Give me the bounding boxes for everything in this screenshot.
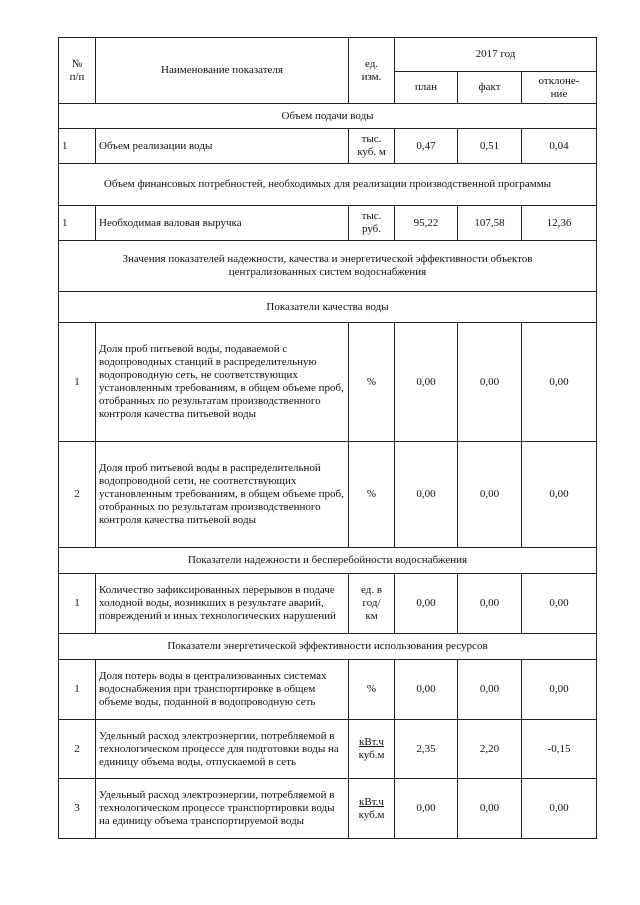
row-fact: 0,00 xyxy=(458,574,522,634)
unit-denominator: куб.м xyxy=(358,808,385,821)
table-row xyxy=(59,720,597,779)
row-plan: 0,00 xyxy=(395,323,458,442)
row-name: Доля проб питьевой воды в распределительной водопроводной сети, не соответствующих установленным требованиям, в общем объеме проб, отобранных по результатам производственного контроля качества питьевой воды xyxy=(96,442,349,548)
row-name: Необходимая валовая выручка xyxy=(96,206,349,241)
row-name: Количество зафиксированных перерывов в подаче холодной воды, возникших в результате аварий, повреждений и иных технологических нарушений xyxy=(96,574,349,634)
row-unit: % xyxy=(349,442,395,548)
row-num: 2 xyxy=(59,720,96,779)
row-name: Доля потерь воды в централизованных системах водоснабжения при транспортировке в общем объеме воды, поданной в водопроводную сеть xyxy=(96,660,349,720)
table-row xyxy=(59,129,597,164)
row-unit: тыс. куб. м xyxy=(349,129,395,164)
row-plan: 0,00 xyxy=(395,574,458,634)
section-energy-efficiency: Показатели энергетической эффективности использования ресурсов xyxy=(59,634,597,660)
indicators-table xyxy=(58,37,597,839)
table-row xyxy=(59,206,597,241)
section-reliability-values: Значения показателей надежности, качества и энергетической эффективности объектов централизованных систем водоснабжения xyxy=(59,241,597,292)
row-name: Удельный расход электроэнергии, потребляемой в технологическом процессе для подготовки воды на единицу объема воды, отпускаемой в сеть xyxy=(96,720,349,779)
row-deviation: 0,00 xyxy=(522,660,597,720)
section-water-quality: Показатели качества воды xyxy=(59,292,597,323)
row-unit: ед. в год/ км xyxy=(349,574,395,634)
row-plan: 2,35 xyxy=(395,720,458,779)
row-num: 1 xyxy=(59,206,96,241)
table-row xyxy=(59,323,597,442)
unit-denominator: куб.м xyxy=(358,749,385,761)
row-unit xyxy=(349,720,395,779)
table-row xyxy=(59,779,597,839)
row-deviation: 0,00 xyxy=(522,323,597,442)
row-num: 1 xyxy=(59,574,96,634)
row-unit: % xyxy=(349,323,395,442)
row-fact: 0,00 xyxy=(458,442,522,548)
unit-numerator: кВт.ч xyxy=(359,736,384,748)
header-plan: план xyxy=(395,72,458,104)
header-year: 2017 год xyxy=(395,38,597,72)
row-name: Объем реализации воды xyxy=(96,129,349,164)
row-deviation: -0,15 xyxy=(522,720,597,779)
row-fact: 0,00 xyxy=(458,323,522,442)
row-plan: 0,47 xyxy=(395,129,458,164)
section-financial-needs: Объем финансовых потребностей, необходимых для реализации производственной программы xyxy=(59,164,597,206)
row-fact: 0,00 xyxy=(458,779,522,839)
unit-numerator: кВт.ч xyxy=(359,795,384,808)
row-unit: тыс. руб. xyxy=(349,206,395,241)
header-name: Наименование показателя xyxy=(96,38,349,104)
row-deviation: 0,00 xyxy=(522,574,597,634)
row-deviation: 12,36 xyxy=(522,206,597,241)
row-num: 1 xyxy=(59,323,96,442)
row-fact: 107,58 xyxy=(458,206,522,241)
table-row xyxy=(59,660,597,720)
row-plan: 0,00 xyxy=(395,660,458,720)
row-num: 3 xyxy=(59,779,96,839)
row-name: Удельный расход электроэнергии, потребляемой в технологическом процессе транспортировки воды на единицу объема транспортируемой воды xyxy=(96,779,349,839)
row-unit: % xyxy=(349,660,395,720)
row-deviation: 0,00 xyxy=(522,442,597,548)
header-fact: факт xyxy=(458,72,522,104)
row-num: 1 xyxy=(59,129,96,164)
table-row xyxy=(59,574,597,634)
row-unit xyxy=(349,779,395,839)
row-plan: 95,22 xyxy=(395,206,458,241)
row-fact: 0,00 xyxy=(458,660,522,720)
section-water-supply: Объем подачи воды xyxy=(59,104,597,129)
row-deviation: 0,00 xyxy=(522,779,597,839)
header-num: № п/п xyxy=(59,38,96,104)
row-num: 1 xyxy=(59,660,96,720)
row-plan: 0,00 xyxy=(395,779,458,839)
row-name: Доля проб питьевой воды, подаваемой с водопроводных станций в распределительную водопроводную сеть, не соответствующих установленным требованиям, в общем объеме проб, отобранных по результатам производственного контроля качества питьевой воды xyxy=(96,323,349,442)
header-deviation: отклоне- ние xyxy=(522,72,597,104)
row-deviation: 0,04 xyxy=(522,129,597,164)
row-fact: 0,51 xyxy=(458,129,522,164)
row-fact: 2,20 xyxy=(458,720,522,779)
row-num: 2 xyxy=(59,442,96,548)
row-plan: 0,00 xyxy=(395,442,458,548)
header-unit: ед. изм. xyxy=(349,38,395,104)
table-row xyxy=(59,442,597,548)
section-reliability: Показатели надежности и бесперебойности водоснабжения xyxy=(59,548,597,574)
